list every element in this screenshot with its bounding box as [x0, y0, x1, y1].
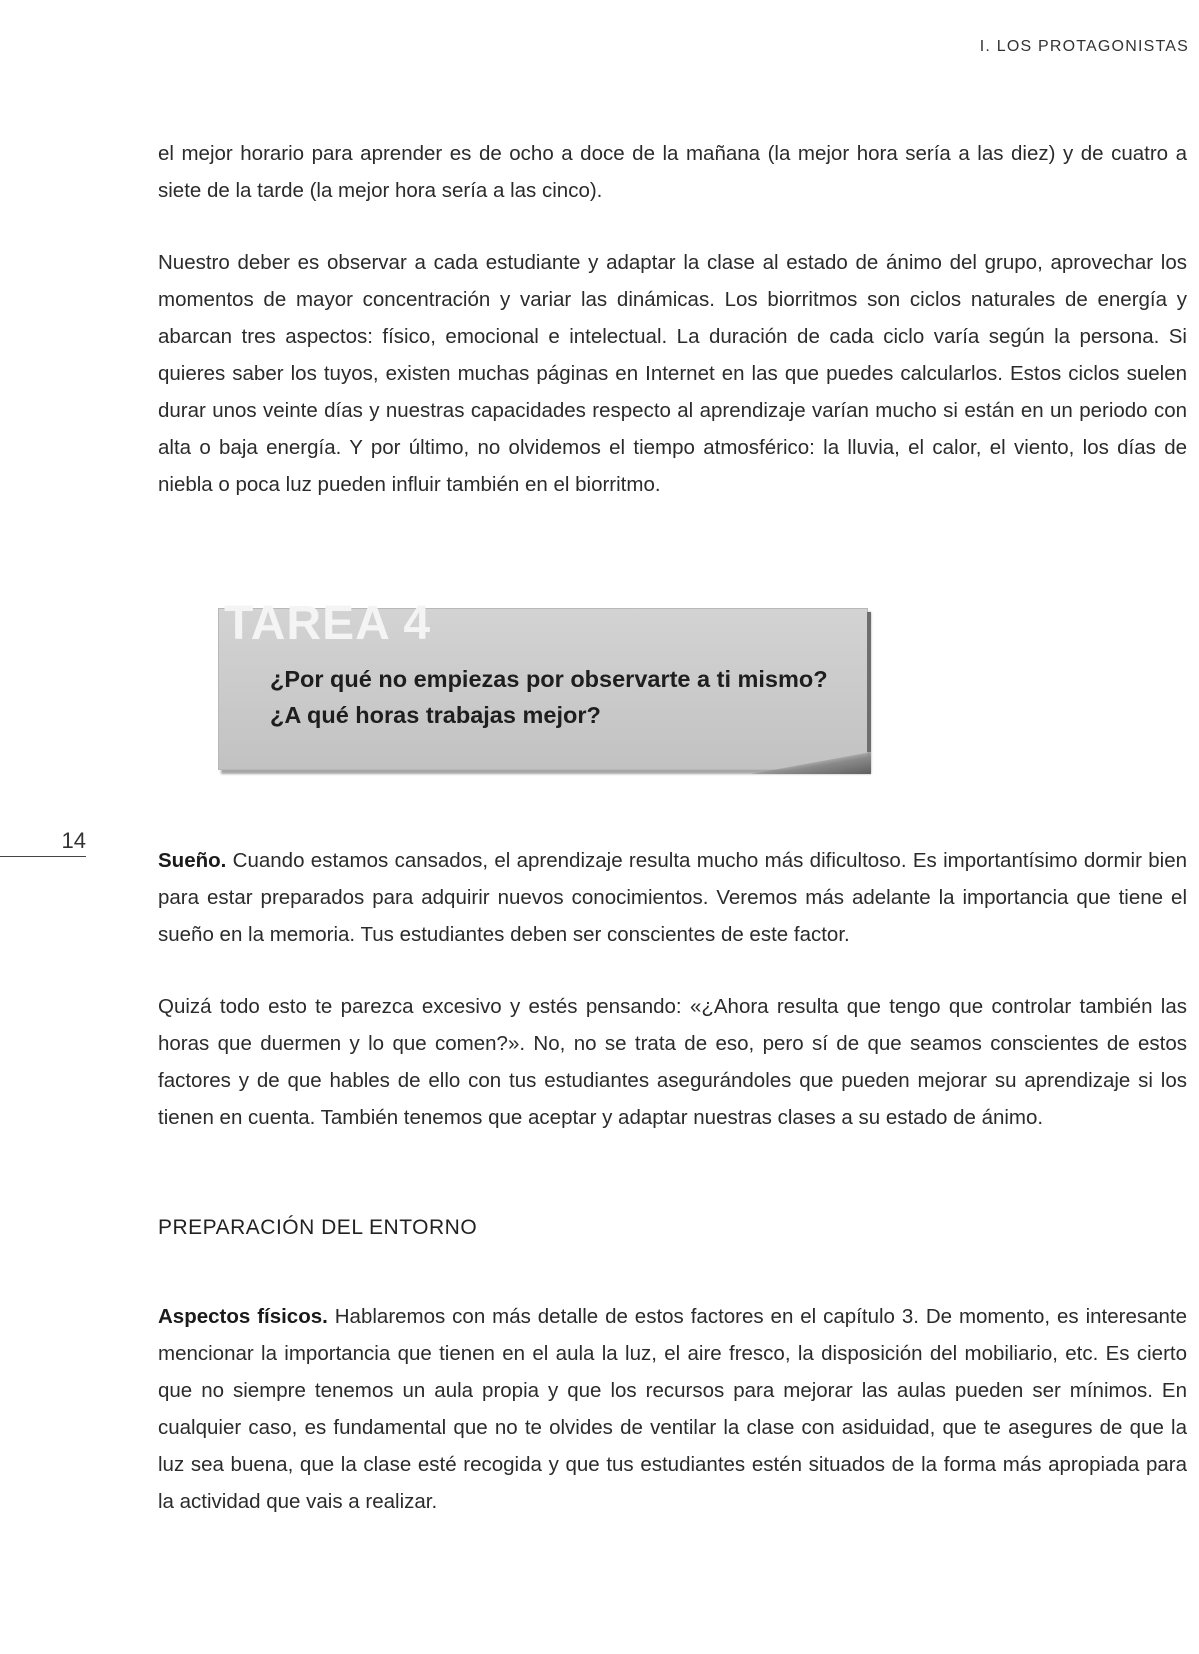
paragraph-sueno-text: Cuando estamos cansados, el aprendizaje resulta mucho más dificultoso. Es importantísimo dormir bien para estar preparados para adquirir nuevos conocimientos. Veremos más adelante la importancia que tiene el sueño en la memoria. Tus estudiantes deben ser conscientes de este factor. [158, 849, 1187, 946]
section-heading: PREPARACIÓN DEL ENTORNO [158, 1216, 478, 1239]
page-number: 14 [0, 828, 86, 857]
tarea-question-2: ¿A qué horas trabajas mejor? [270, 702, 601, 728]
tarea-paper-edge [867, 612, 871, 752]
tarea-callout [218, 597, 866, 768]
paragraph-aspectos-fisicos [158, 1298, 1187, 1520]
tarea-question-1: ¿Por qué no empiezas por observarte a ti mismo? [270, 666, 828, 692]
paragraph-sueno [158, 842, 1187, 953]
paragraph-sueno-lead: Sueño. [158, 849, 227, 872]
paragraph-quiza: Quizá todo esto te parezca excesivo y estés pensando: «¿Ahora resulta que tengo que controlar también las horas que duermen y lo que comen?». No, no se trata de eso, pero sí de que seamos conscientes de estos factores y de que hables de ello con tus estudiantes asegurándoles que pueden mejorar su aprendizaje si los tienen en cuenta. También tenemos que aceptar y adaptar nuestras clases a su estado de ánimo. [158, 995, 1187, 1129]
paragraph-aspectos-text: Hablaremos con más detalle de estos factores en el capítulo 3. De momento, es interesante mencionar la importancia que tienen en el aula la luz, el aire fresco, la disposición del mobiliario, etc. Es cierto que no siempre tenemos un aula propia y que los recursos para mejorar las aulas pueden ser mínimos. En cualquier caso, es fundamental que no te olvides de ventilar la clase con asiduidad, que te asegures de que la luz sea buena, que la clase esté recogida y que tus estudiantes estén situados de la forma más apropiada para la actividad que vais a realizar. [158, 1305, 1188, 1513]
paragraph-aspectos-lead: Aspectos físicos. [158, 1305, 328, 1328]
running-head: I. LOS PROTAGONISTAS [979, 38, 1189, 55]
paragraph-horario: el mejor horario para aprender es de ocho a doce de la mañana (la mejor hora sería a las diez) y de cuatro a siete de la tarde (la mejor hora sería a las cinco). [158, 142, 1187, 202]
paragraph-biorritmos: Nuestro deber es observar a cada estudiante y adaptar la clase al estado de ánimo del grupo, aprovechar los momentos de mayor concentración y variar las dinámicas. Los biorritmos son ciclos naturales de energía y abarcan tres aspectos: físico, emocional e intelectual. La duración de cada ciclo varía según la persona. Si quieres saber los tuyos, existen muchas páginas en Internet en las que puedes calcularlos. Estos ciclos suelen durar unos veinte días y nuestras capacidades respecto al aprendizaje varían mucho si están en un periodo con alta o baja energía. Y por último, no olvidemos el tiempo atmosférico: la lluvia, el calor, el viento, los días de niebla o poca luz pueden influir también en el biorritmo. [158, 251, 1187, 496]
tarea-title: TAREA 4 [224, 597, 432, 650]
